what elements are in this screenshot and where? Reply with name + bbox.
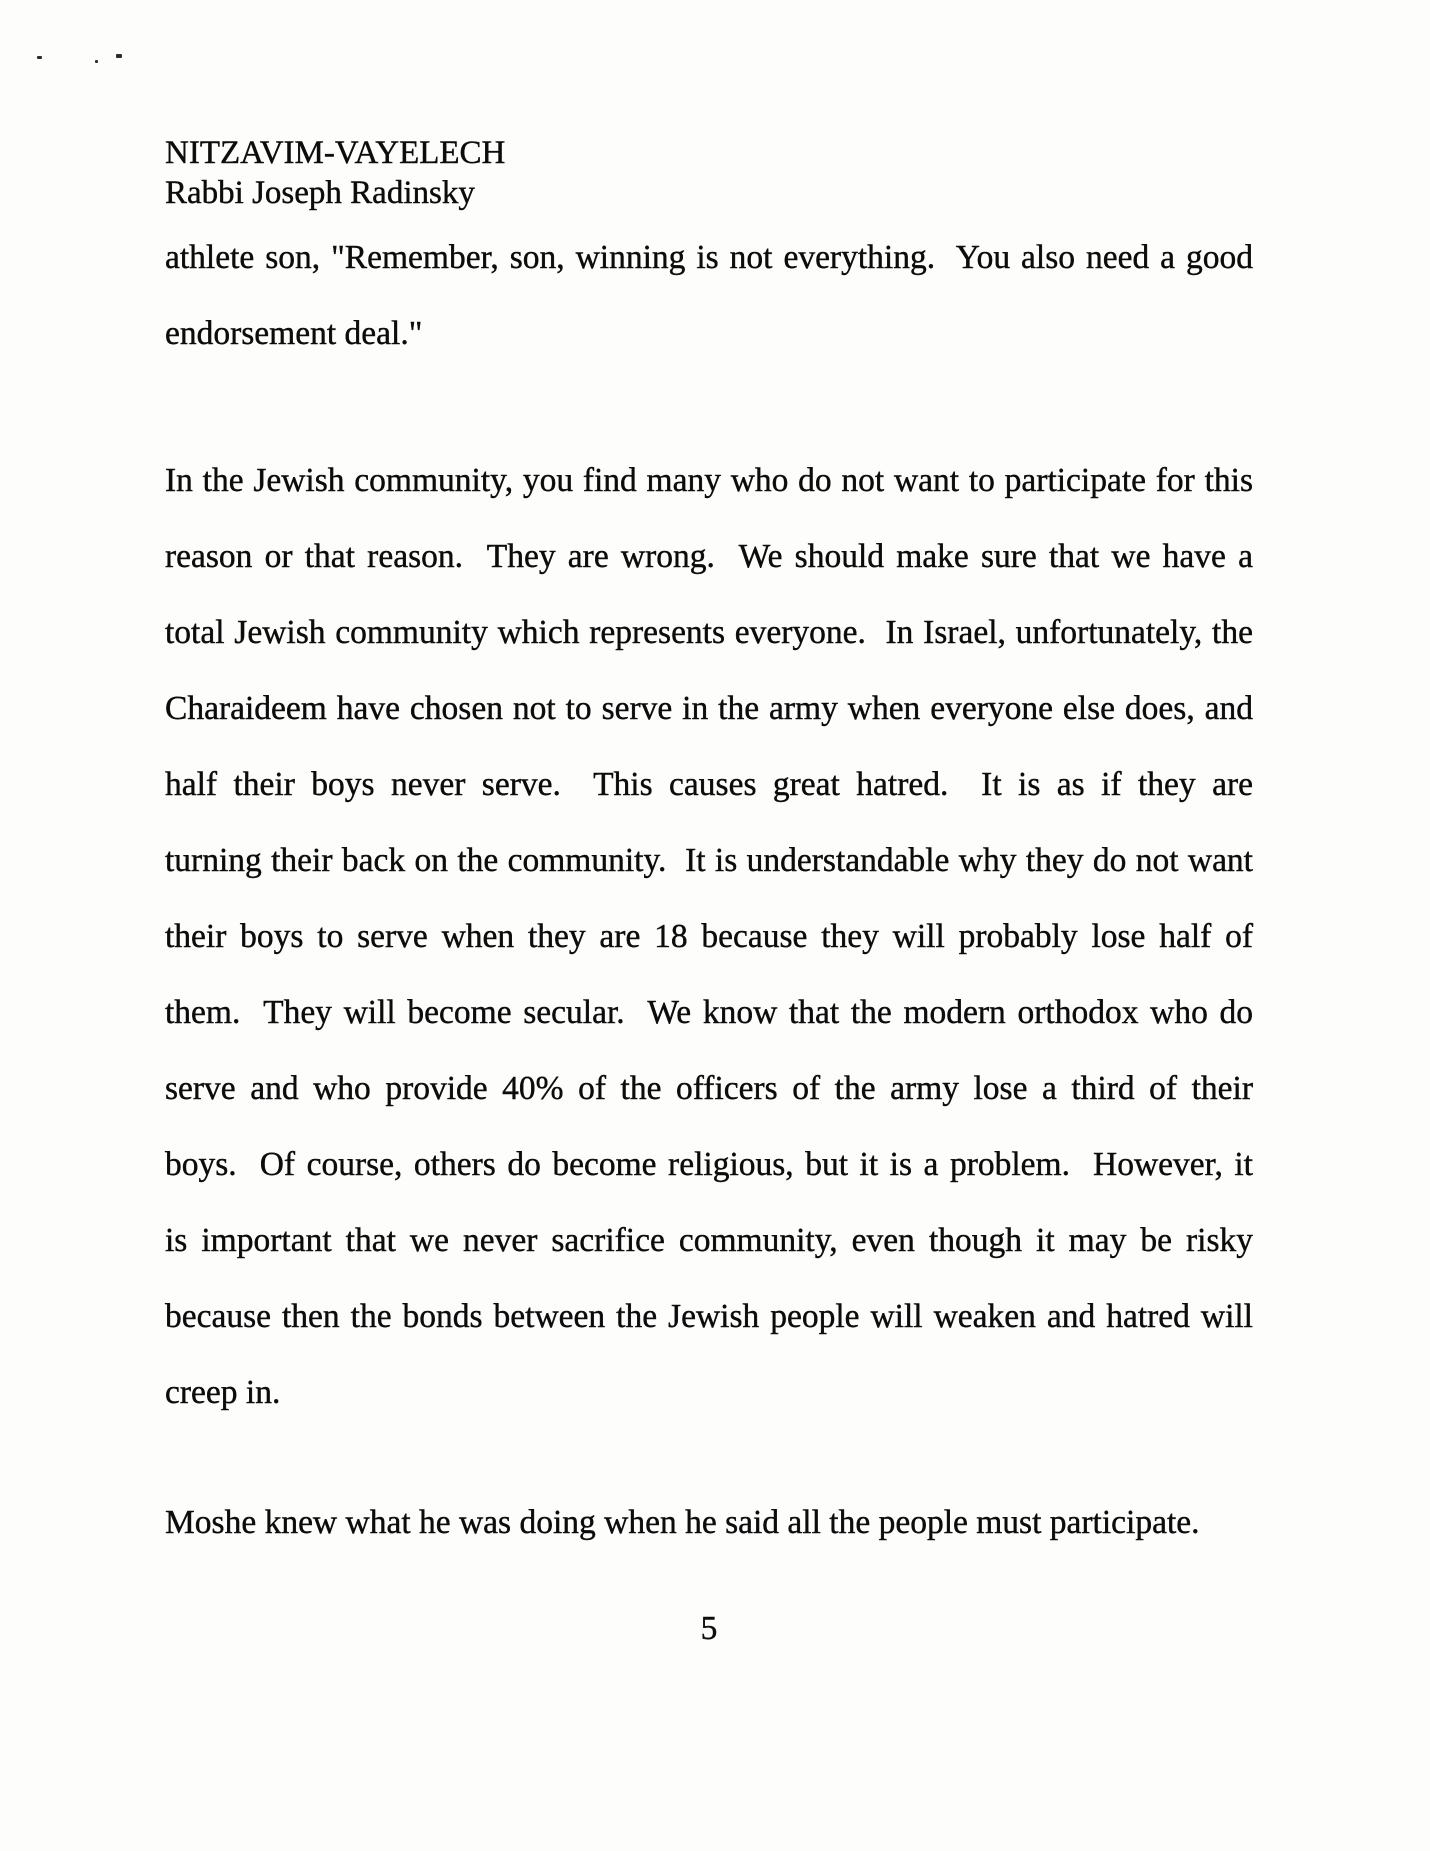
scan-artifact-dot [37, 56, 42, 59]
text-line: Charaideem have chosen not to serve in the army when everyone else does, and [165, 690, 1253, 727]
text-line: endorsement deal." [165, 315, 423, 352]
text-line: serve and who provide 40% of the officers of the army lose a third of their [165, 1070, 1253, 1107]
text-line: turning their back on the community. It is understandable why they do not want [165, 842, 1253, 879]
text-line: total Jewish community which represents everyone. In Israel, unfortunately, the [165, 614, 1253, 651]
paragraph [165, 220, 1253, 372]
text-line: boys. Of course, others do become religious, but it is a problem. However, it [165, 1146, 1253, 1183]
scan-artifact-dot [95, 60, 98, 63]
paragraph [165, 443, 1253, 1431]
text-line: In the Jewish community, you find many who do not want to participate for this [165, 462, 1253, 499]
paragraph [165, 1485, 1253, 1561]
text-line: is important that we never sacrifice community, even though it may be risky [165, 1222, 1253, 1259]
document-title: NITZAVIM-VAYELECH [165, 135, 506, 171]
text-line: half their boys never serve. This causes great hatred. It is as if they are [165, 766, 1253, 803]
text-line: their boys to serve when they are 18 because they will probably lose half of [165, 918, 1253, 955]
scan-artifact-dot [116, 54, 122, 58]
page-number: 5 [700, 1610, 718, 1647]
text-line: them. They will become secular. We know that the modern orthodox who do [165, 994, 1253, 1031]
text-line: athlete son, "Remember, son, winning is not everything. You also need a good [165, 239, 1253, 276]
document-author: Rabbi Joseph Radinsky [165, 175, 475, 211]
text-line: creep in. [165, 1374, 281, 1411]
document-header [165, 133, 1253, 213]
text-line: Moshe knew what he was doing when he said all the people must participate. [165, 1504, 1200, 1541]
text-line: reason or that reason. They are wrong. We should make sure that we have a [165, 538, 1253, 575]
text-line: because then the bonds between the Jewish people will weaken and hatred will [165, 1298, 1253, 1335]
